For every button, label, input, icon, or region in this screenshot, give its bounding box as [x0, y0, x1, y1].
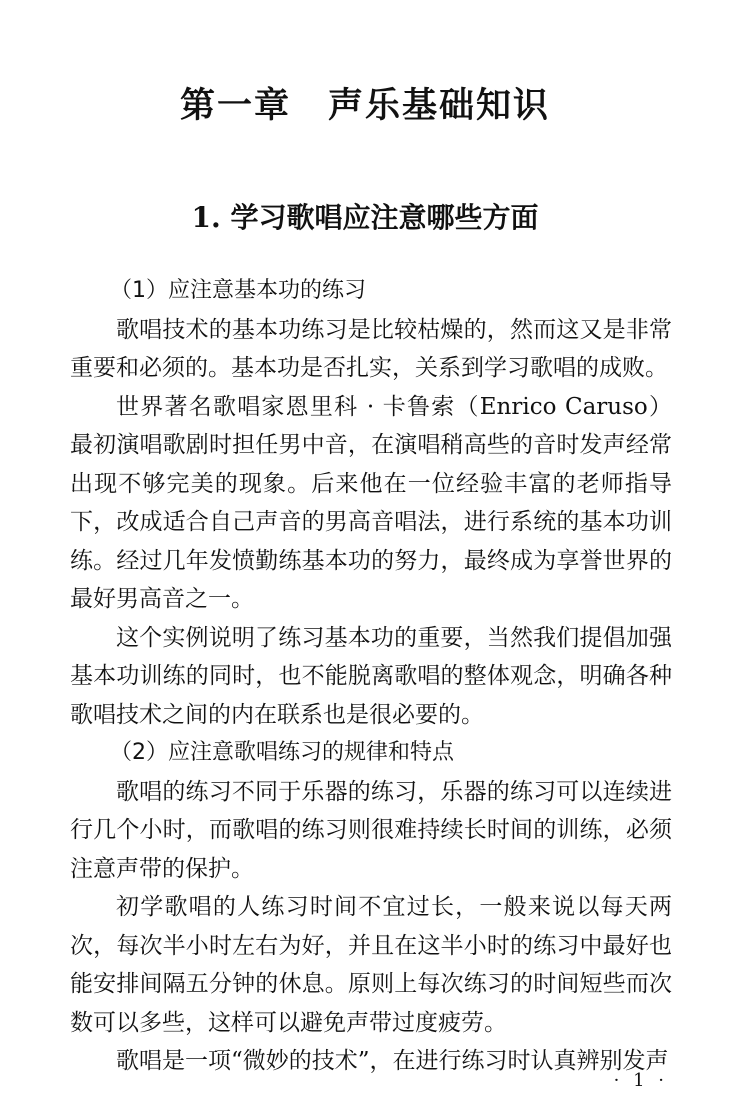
subheading-basic-skills: （1）应注意基本功的练习 [110, 278, 366, 303]
paragraph: 这个实例说明了练习基本功的重要，当然我们提倡加强基本功训练的同时，也不能脱离歌唱的整体观念，明确各种歌唱技术之间的内在联系也是很必要的。 [70, 624, 672, 728]
page-number: · 1 · [613, 1070, 668, 1091]
paragraph: 初学歌唱的人练习时间不宜过长，一般来说以每天两次，每次半小时左右为好，并且在这半小时的练习中最好也能安排间隔五分钟的休息。原则上每次练习的时间短些而次数可以多些，这样可以避免声带过度疲劳。 [70, 894, 672, 1036]
paragraph: 歌唱技术的基本功练习是比较枯燥的，然而这又是非常重要和必须的。基本功是否扎实，关系到学习歌唱的成败。 [70, 316, 672, 381]
paragraph: 世界著名歌唱家恩里科 · 卡鲁索（Enrico Caruso）最初演唱歌剧时担任男中音，在演唱稍高些的音时发声经常出现不够完美的现象。后来他在一位经验丰富的老师指导下，改成适合自己声音的男高音唱法，进行系统的基本功训练。经过几年发愤勤练基本功的努力，最终成为享誉世界的最好男高音之一。 [70, 393, 672, 612]
subheading-practice-rules: （2）应注意歌唱练习的规律和特点 [110, 740, 454, 765]
chapter-title: 第一章 声乐基础知识 [179, 86, 550, 126]
body-text [70, 272, 672, 1081]
paragraph: 歌唱是一项“微妙的技术”，在进行练习时认真辨别发声 [116, 1048, 669, 1074]
paragraph: 歌唱的练习不同于乐器的练习，乐器的练习可以连续进行几个小时，而歌唱的练习则很难持续长时间的训练，必须注意声带的保护。 [70, 778, 672, 882]
section-title: 1. 学习歌唱应注意哪些方面 [191, 201, 539, 234]
